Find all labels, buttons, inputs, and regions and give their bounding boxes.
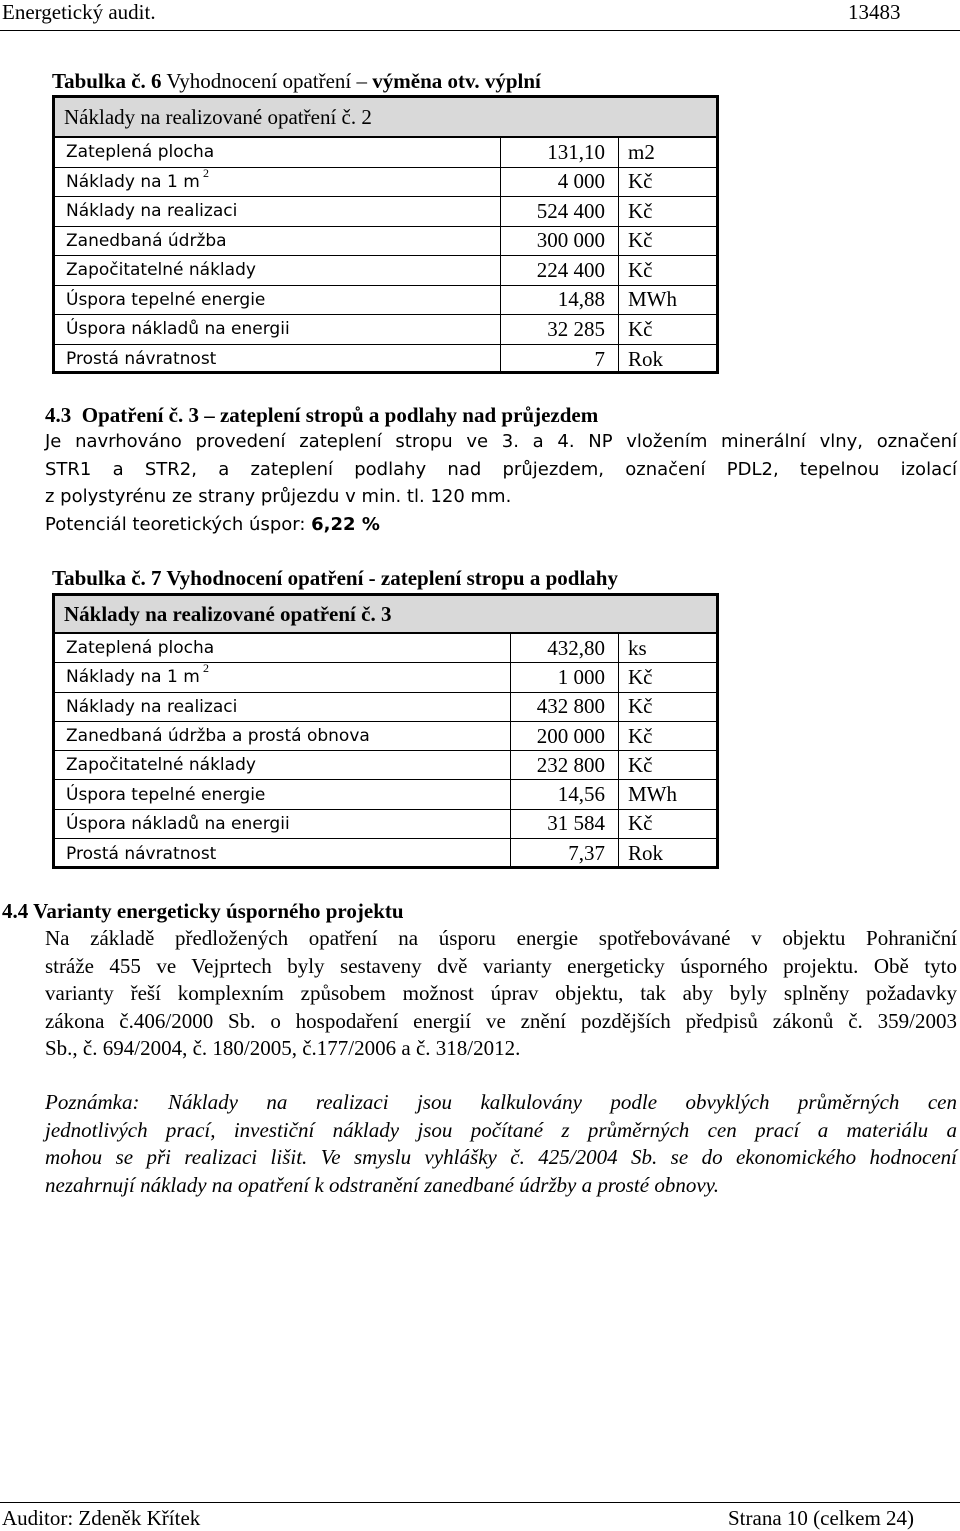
table6 <box>52 95 719 374</box>
row-value: 432 800 <box>536 694 605 719</box>
note-paragraph <box>45 1089 957 1199</box>
table6-caption-prefix: Tabulka č. 6 <box>52 69 162 93</box>
footer-auditor: Auditor: Zdeněk Křítek <box>2 1506 201 1530</box>
column-separator <box>618 315 619 344</box>
table6-caption <box>52 69 541 94</box>
column-separator <box>618 286 619 315</box>
table7-caption-rest: 7 Vyhodnocení opatření - zateplení stropu a podlahy <box>145 566 618 590</box>
note-line: Poznámka: Náklady na realizaci jsou kalkulovány podle obvyklých průměrných cen <box>45 1090 957 1114</box>
table7-caption-prefix: Tabulka č. <box>52 566 146 590</box>
table-row <box>55 693 716 722</box>
table-row <box>55 197 716 227</box>
row-unit: m2 <box>628 139 655 164</box>
note-line: nezahrnují náklady na opatření k odstranění zanedbané údržby a prosté obnovy. <box>45 1172 720 1197</box>
table7-head <box>55 596 716 634</box>
column-separator <box>510 810 511 838</box>
column-separator <box>500 168 501 197</box>
row-unit: Kč <box>628 198 653 223</box>
row-label: Úspora tepelné energie <box>66 784 266 805</box>
row-label: Zateplená plocha <box>66 638 215 659</box>
row-label: Zanedbaná údržba a prostá obnova <box>66 726 370 747</box>
row-value: 7,37 <box>568 841 605 866</box>
table-row <box>55 345 716 375</box>
row-unit: Kč <box>628 811 653 836</box>
row-label: Započitatelné náklady <box>66 755 256 776</box>
potential-label: Potenciál teoretických úspor: <box>45 513 312 535</box>
column-separator <box>618 345 619 375</box>
note-line: mohou se při realizaci lišit. Ve smyslu vyhlášky č. 425/2004 Sb. se do ekonomického hodnocení <box>45 1145 957 1169</box>
table-row <box>55 722 716 751</box>
row-value: 131,10 <box>547 139 605 164</box>
row-unit: ks <box>628 635 647 660</box>
table6-caption-bold-end: výměna otv. výplní <box>372 69 541 93</box>
column-separator <box>500 138 501 167</box>
document-title: Energetický audit. <box>2 0 156 24</box>
row-value: 1 000 <box>557 664 605 689</box>
row-unit: Rok <box>628 841 664 866</box>
table6-head <box>55 98 716 138</box>
section43-potential <box>45 511 957 539</box>
row-value: 524 400 <box>536 198 605 223</box>
row-label-superscript: 2 <box>203 165 209 180</box>
row-unit: Kč <box>628 228 653 253</box>
section44-line: zákona č.406/2000 Sb. o hospodaření energií ve znění pozdějších předpisů zákonů č. 359/2003 <box>45 1008 957 1033</box>
row-label: Úspora nákladů na energii <box>66 813 290 834</box>
row-unit: Rok <box>628 346 664 371</box>
section44-title: 4.4 Varianty energeticky úsporného projektu <box>2 899 404 923</box>
row-value: 7 <box>594 346 605 371</box>
column-separator <box>618 197 619 226</box>
table7-head-text: Náklady na realizované opatření č. 3 <box>64 601 392 626</box>
row-value: 232 800 <box>536 752 605 777</box>
row-label: Náklady na 1 m <box>66 667 200 688</box>
row-unit: Kč <box>628 664 653 689</box>
row-label: Zanedbaná údržba <box>66 230 227 251</box>
table-row <box>55 663 716 692</box>
table7-caption <box>52 566 618 591</box>
row-label: Náklady na realizaci <box>66 201 238 222</box>
section43-line: Je navrhováno provedení zateplení stropu ve 3. a 4. NP vložením minerální vlny, označení <box>45 431 957 452</box>
footer-divider <box>0 1502 960 1503</box>
row-value: 4 000 <box>557 169 605 194</box>
table7-body <box>55 634 716 868</box>
column-separator <box>500 197 501 226</box>
column-separator <box>510 780 511 808</box>
document-number: 13483 <box>848 0 901 24</box>
table6-head-text: Náklady na realizované opatření č. 2 <box>64 104 372 129</box>
column-separator <box>510 722 511 750</box>
table-row <box>55 315 716 345</box>
column-separator <box>618 780 619 808</box>
row-value: 224 400 <box>536 257 605 282</box>
section43-title-bold: Opatření č. <box>81 403 184 427</box>
row-label: Zateplená plocha <box>66 142 215 163</box>
row-unit: Kč <box>628 169 653 194</box>
row-unit: Kč <box>628 694 653 719</box>
row-value: 14,56 <box>557 782 605 807</box>
table-row <box>55 165 716 198</box>
section44-paragraph <box>45 925 957 1063</box>
section43-paragraph <box>45 428 957 538</box>
row-value: 32 285 <box>547 316 605 341</box>
table-row <box>55 286 716 316</box>
footer-page: Strana 10 (celkem 24) <box>728 1506 915 1530</box>
column-separator <box>500 256 501 285</box>
column-separator <box>500 345 501 375</box>
section44-line: varianty řeší komplexním způsobem možnost úprav objektu, tak aby byly splněny požadavky <box>45 981 957 1005</box>
row-unit: Kč <box>628 257 653 282</box>
column-separator <box>618 751 619 779</box>
section44-line: Na základě předložených opatření na úsporu energie spotřebovávané v objektu Pohraniční <box>45 926 957 950</box>
column-separator <box>500 315 501 344</box>
column-separator <box>618 227 619 256</box>
row-unit: MWh <box>628 782 677 807</box>
row-unit: MWh <box>628 287 677 312</box>
section43-number: 4.3 <box>45 403 72 427</box>
column-separator <box>510 751 511 779</box>
table6-caption-mid: Vyhodnocení opatření – <box>161 69 373 93</box>
column-separator <box>500 227 501 256</box>
table-row <box>55 138 716 168</box>
column-separator <box>618 168 619 197</box>
row-label: Náklady na realizaci <box>66 696 238 717</box>
table-row <box>55 256 716 286</box>
row-label: Započitatelné náklady <box>66 260 256 281</box>
column-separator <box>510 693 511 721</box>
row-label: Úspora nákladů na energii <box>66 319 290 340</box>
row-label: Prostá návratnost <box>66 349 217 370</box>
row-label-superscript: 2 <box>203 661 209 676</box>
table-row <box>55 810 716 839</box>
table7 <box>52 593 719 869</box>
row-value: 200 000 <box>536 723 605 748</box>
row-label: Náklady na 1 m <box>66 171 200 192</box>
column-separator <box>500 286 501 315</box>
table-row <box>55 227 716 257</box>
column-separator <box>618 256 619 285</box>
row-label: Prostá návratnost <box>66 843 217 864</box>
row-unit: Kč <box>628 316 653 341</box>
column-separator <box>510 839 511 868</box>
table-row <box>55 751 716 780</box>
column-separator <box>618 839 619 868</box>
potential-value: 6,22 % <box>311 513 380 535</box>
column-separator <box>510 663 511 691</box>
column-separator <box>618 810 619 838</box>
header-divider <box>0 30 960 31</box>
column-separator <box>618 634 619 662</box>
section43-line: STR1 a STR2, a zateplení podlahy nad průjezdem, označení PDL2, tepelnou izolací <box>45 458 957 480</box>
table-row <box>55 634 716 663</box>
column-separator <box>618 693 619 721</box>
section44-line: Sb., č. 694/2004, č. 180/2005, č.177/2006 a č. 318/2012. <box>45 1036 521 1060</box>
column-separator <box>618 138 619 167</box>
section43-title <box>45 403 598 428</box>
row-label: Úspora tepelné energie <box>66 289 266 310</box>
column-separator <box>618 663 619 691</box>
row-value: 432,80 <box>547 635 605 660</box>
column-separator <box>510 634 511 662</box>
row-value: 14,88 <box>557 287 605 312</box>
table6-body <box>55 138 716 374</box>
section44-line: stráže 455 ve Vejprtech byly sestaveny dvě varianty energeticky úsporného projektu. Obě tyto <box>45 953 957 978</box>
section43-title-rest: 3 – zateplení stropů a podlahy nad průjezdem <box>183 403 599 427</box>
row-value: 300 000 <box>536 228 605 253</box>
row-unit: Kč <box>628 723 653 748</box>
table-row <box>55 839 716 868</box>
note-line: jednotlivých prací, investiční náklady jsou počítané z průměrných cen prací a materiálu a <box>45 1117 957 1142</box>
column-separator <box>618 722 619 750</box>
table-row <box>55 780 716 809</box>
section43-line: z polystyrénu ze strany průjezdu v min. tl. 120 mm. <box>45 486 512 507</box>
row-unit: Kč <box>628 752 653 777</box>
row-value: 31 584 <box>547 811 605 836</box>
